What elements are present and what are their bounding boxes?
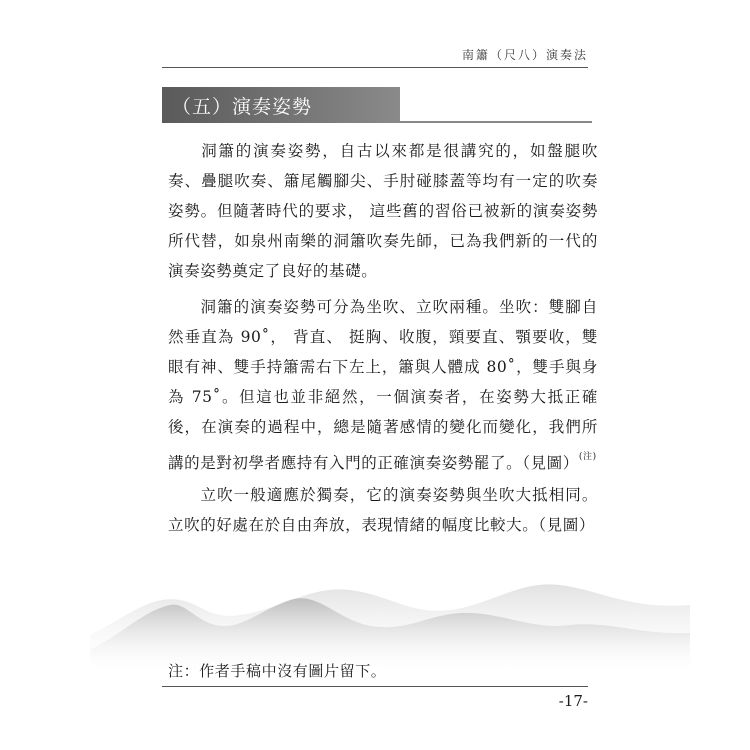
footnote-marker: (注)	[578, 452, 597, 462]
mountain-landscape-illustration	[90, 555, 690, 675]
paragraph-2-text: 洞簫的演奏姿勢可分為坐吹、立吹兩種。坐吹：雙腳自然垂直為 90˚， 背直、 挺胸、收腹，頸要直、顎要收，雙眼有神、雙手持簫需右下左上，簫與人體成 80˚，雙手與身為 75˚。但這也並非絕然，一個演奏者，在姿勢大抵正確後，在演奏的過程中，總是隨著感情的變化而變化，我們所講的是對初學者應持有入門的正確演奏姿勢罷了。（見圖）	[168, 298, 598, 472]
section-title: （五）演奏姿勢	[172, 96, 313, 118]
paragraph-1	[168, 136, 598, 286]
paragraph-3	[168, 480, 598, 540]
header-divider	[162, 67, 588, 68]
footer-divider	[162, 686, 588, 687]
page-number: -17-	[558, 692, 588, 710]
paragraph-1-text: 洞簫的演奏姿勢，自古以來都是很講究的，如盤腿吹奏、疊腿吹奏、簫尾觸腳尖、手肘碰膝蓋等均有一定的吹奏姿勢。但隨著時代的要求， 這些舊的習俗已被新的演奏姿勢所代替，如泉州南樂的洞簫吹奏先師，已為我們新的一代的演奏姿勢奠定了良好的基礎。	[168, 142, 598, 280]
paragraph-3-text: 立吹一般適應於獨奏，它的演奏姿勢與坐吹大抵相同。立吹的好處在於自由奔放，表現情緒的幅度比較大。（見圖）	[168, 486, 598, 534]
footnote: 注：作者手稿中沒有圖片留下。	[168, 662, 387, 680]
running-header: 南簫（尺八）演奏法	[461, 48, 588, 62]
paragraph-2	[168, 292, 598, 478]
section-title-underline	[400, 121, 592, 123]
